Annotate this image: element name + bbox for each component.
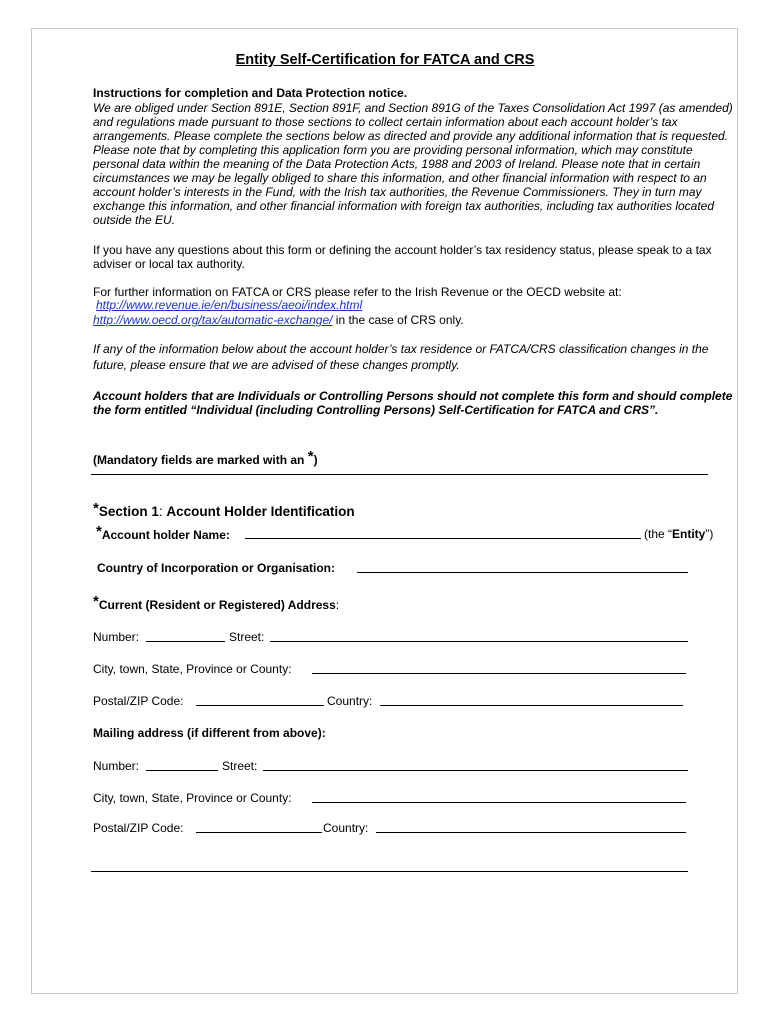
postal-label: Postal/ZIP Code: <box>93 694 184 708</box>
link-oecd-suffix: in the case of CRS only. <box>332 313 464 327</box>
mandatory-note: (Mandatory fields are marked with an *) <box>93 448 318 467</box>
account-holder-label: *Account holder Name: <box>96 523 230 542</box>
country-field[interactable] <box>380 705 683 706</box>
separator-bottom <box>91 871 688 872</box>
mailing-postal-label: Postal/ZIP Code: <box>93 821 184 835</box>
country-label: Country: <box>327 694 373 708</box>
change-notice: If any of the information below about the account holder’s tax residence or FATCA/CRS classification changes in the future, please ensure that we are advised of these changes promptly. <box>93 342 709 372</box>
country-incorp-label: Country of Incorporation or Organisation: <box>97 561 335 575</box>
number-field[interactable] <box>146 641 225 642</box>
section1-star: * <box>93 500 99 517</box>
country-incorp-field[interactable] <box>357 572 688 573</box>
section1-heading: *Section 1: Account Holder Identification <box>93 500 355 519</box>
questions-text: If you have any questions about this form or defining the account holder’s tax residency status, please speak to a tax adviser or local tax authority. <box>93 243 712 271</box>
city-field[interactable] <box>312 673 686 674</box>
mailing-country-field[interactable] <box>376 832 686 833</box>
mailing-country-label: Country: <box>323 821 369 835</box>
city-label: City, town, State, Province or County: <box>93 662 292 676</box>
street-label: Street: <box>229 630 265 644</box>
postal-field[interactable] <box>196 705 324 706</box>
number-label: Number: <box>93 630 140 644</box>
mailing-street-field[interactable] <box>263 770 688 771</box>
entity-note: (the “Entity”) <box>644 527 714 541</box>
mailing-number-label: Number: <box>93 759 140 773</box>
current-address-label: *Current (Resident or Registered) Address: <box>93 593 340 612</box>
individuals-notice: Account holders that are Individuals or Controlling Persons should not complete this form and should complete the form entitled “Individual (including Controlling Persons) Self-Certification for FATCA and CRS”. <box>93 389 733 417</box>
page-title: Entity Self-Certification for FATCA and CRS <box>235 52 535 68</box>
further-info-text: For further information on FATCA or CRS please refer to the Irish Revenue or the OECD website at: <box>93 285 622 299</box>
mailing-city-field[interactable] <box>312 802 686 803</box>
link-revenue[interactable]: http://www.revenue.ie/en/business/aeoi/index.html <box>96 298 363 312</box>
mailing-postal-field[interactable] <box>196 832 322 833</box>
mailing-street-label: Street: <box>222 759 258 773</box>
link-oecd[interactable]: http://www.oecd.org/tax/automatic-exchange/ <box>93 313 333 327</box>
instructions-heading: Instructions for completion and Data Protection notice. <box>93 86 408 100</box>
link-oecd-line <box>93 313 464 327</box>
mailing-number-field[interactable] <box>146 770 218 771</box>
account-holder-field[interactable] <box>245 538 641 539</box>
street-field[interactable] <box>270 641 688 642</box>
separator-top <box>91 474 708 475</box>
mandatory-star: * <box>307 448 314 465</box>
link-revenue-line <box>96 298 362 312</box>
mailing-address-label: Mailing address (if different from above): <box>93 726 326 740</box>
instructions-text: We are obliged under Section 891E, Section 891F, and Section 891G of the Taxes Consolidation Act 1997 (as amended) and regulations made pursuant to those sections to collect certain information about each account holder’s tax arrangements. Please complete the sections below as directed and provide any additional information that is requested. Please note that by completing this application form you are providing personal information, which may constitute personal data within the meaning of the Data Protection Acts, 1988 and 2003 of Ireland. Please note that in certain circumstances we may be legally obliged to share this information, and other financial information with respect to an account holder’s interests in the Fund, with the Irish tax authorities, the Revenue Commissioners. They in turn may exchange this information, and other financial information with foreign tax authorities, including tax authorities located outside the EU. <box>93 101 733 227</box>
mailing-city-label: City, town, State, Province or County: <box>93 791 292 805</box>
